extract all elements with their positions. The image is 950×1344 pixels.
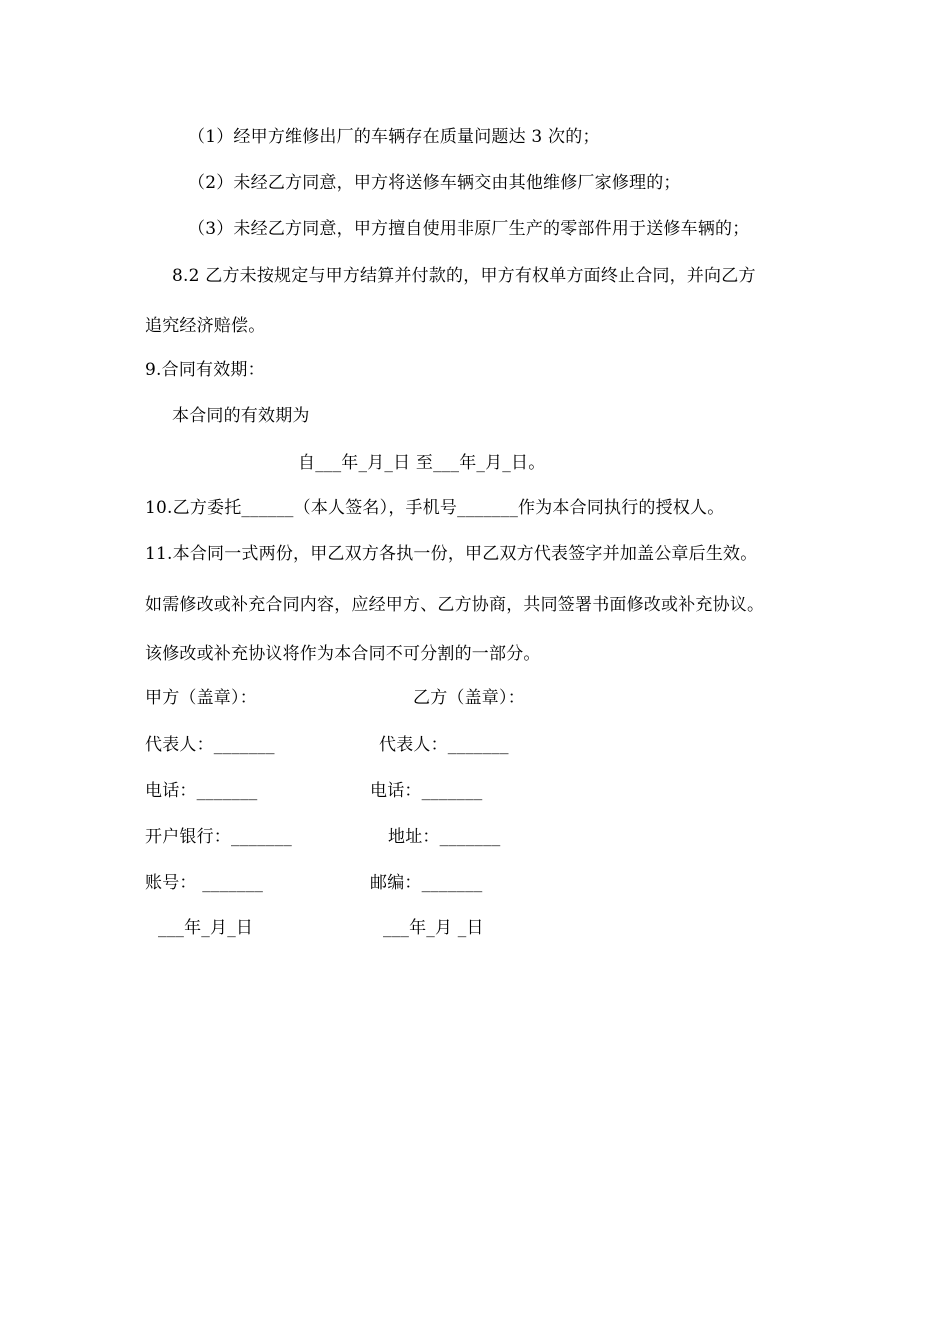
clause-9-heading: 9.合同有效期： (145, 360, 265, 380)
party-b-date: ___年_月 _日 (383, 918, 484, 938)
party-a-account: 账号： _______ (145, 873, 264, 893)
party-b-address: 地址：_______ (388, 827, 501, 847)
party-a-bank: 开户银行：_______ (145, 827, 292, 847)
clause-8-1-item-3: （3）未经乙方同意，甲方擅自使用非原厂生产的零部件用于送修车辆的； (188, 219, 750, 239)
party-b-representative: 代表人：_______ (379, 735, 509, 755)
clause-11-line-2: 如需修改或补充合同内容，应经甲方、乙方协商，共同签署书面修改或补充协议。 (145, 595, 765, 615)
clause-11-line-1: 11.本合同一式两份，甲乙双方各执一份，甲乙双方代表签字并加盖公章后生效。 (145, 544, 758, 564)
clause-8-1-item-1: （1）经甲方维修出厂的车辆存在质量问题达 3 次的； (188, 127, 600, 147)
clause-9-period: 自___年_月_日 至___年_月_日。 (298, 453, 546, 473)
clause-9-text: 本合同的有效期为 (172, 406, 310, 426)
clause-10-text: 10.乙方委托______（本人签名），手机号_______作为本合同执行的授权人。 (145, 498, 725, 518)
party-a-seal: 甲方（盖章）： (145, 688, 257, 708)
clause-8-1-item-2: （2）未经乙方同意，甲方将送修车辆交由其他维修厂家修理的； (188, 173, 681, 193)
party-b-seal: 乙方（盖章）： (413, 688, 525, 708)
clause-8-2-line-2: 追究经济赔偿。 (145, 316, 266, 336)
clause-8-2-line-1: 8.2 乙方未按规定与甲方结算并付款的，甲方有权单方面终止合同，并向乙方 (172, 266, 756, 286)
party-a-date: ___年_月_日 (158, 918, 254, 938)
party-a-representative: 代表人：_______ (145, 735, 275, 755)
party-a-phone: 电话：_______ (145, 781, 258, 801)
party-b-phone: 电话：_______ (370, 781, 483, 801)
clause-11-line-3: 该修改或补充协议将作为本合同不可分割的一部分。 (145, 644, 541, 664)
party-b-postcode: 邮编：_______ (370, 873, 483, 893)
